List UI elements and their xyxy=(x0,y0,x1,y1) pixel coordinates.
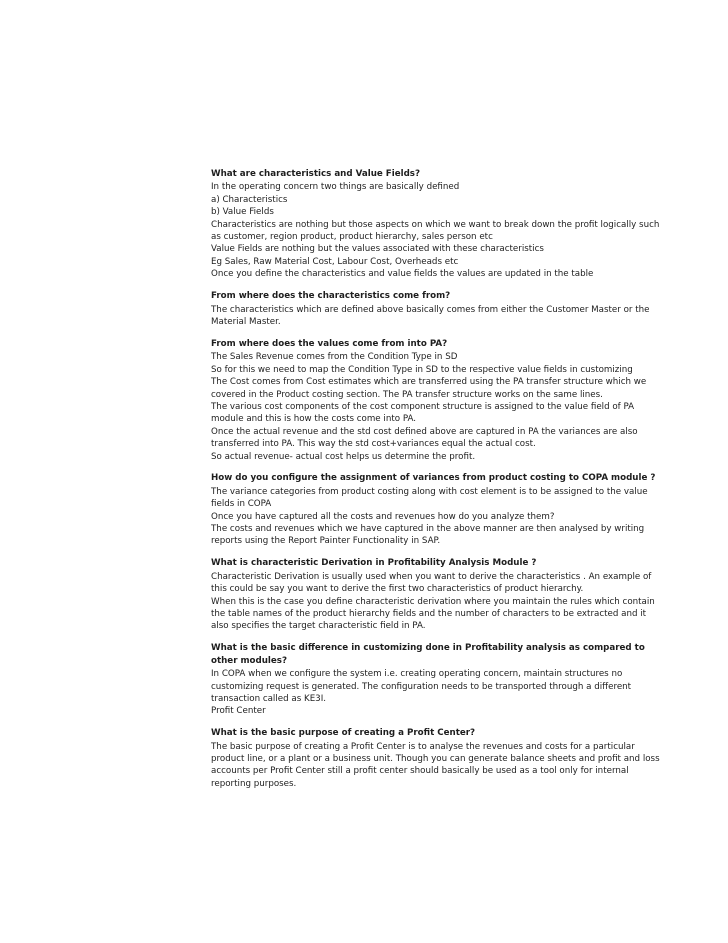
answer-text: Characteristics are nothing but those aspects on which we want to break down the profit logically such as customer, region product, product hierarchy, sales person etc xyxy=(211,219,660,243)
answer-text: The Cost comes from Cost estimates which are transferred using the PA transfer structure which we covered in the Product costing section. The PA transfer structure works on the same lines. xyxy=(211,377,647,400)
answer-text: Once you define the characteristics and value fields the values are updated in the table xyxy=(211,269,594,280)
question-heading: How do you configure the assignment of variances from product costing to COPA module ? xyxy=(211,473,656,484)
qa-section xyxy=(211,338,661,463)
answer-text: Value Fields are nothing but the values associated with these characteristics xyxy=(211,244,544,255)
question-heading: What is characteristic Derivation in Profitability Analysis Module ? xyxy=(211,558,537,569)
question-heading: From where does the values come from into PA? xyxy=(211,338,448,349)
answer-text: The costs and revenues which we have captured in the above manner are then analysed by writing reports using the Report Painter Functionality in SAP. xyxy=(211,524,645,547)
qa-section xyxy=(211,727,661,790)
answer-text: In COPA when we configure the system i.e. creating operating concern, maintain structures no customizing request is generated. The configuration needs to be transported through a different transaction called as KE3I. xyxy=(211,669,632,704)
answer-text: The characteristics which are defined above basically comes from either the Customer Master or the Material Master. xyxy=(211,304,650,327)
answer-text: Once you have captured all the costs and revenues how do you analyze them? xyxy=(211,511,555,522)
answer-text: Profit Center xyxy=(211,706,266,717)
question-heading: What are characteristics and Value Fields? xyxy=(211,169,421,179)
qa-section xyxy=(211,472,661,547)
question-heading: What is the basic purpose of creating a Profit Center? xyxy=(211,728,476,739)
answer-text: The variance categories from product costing along with cost element is to be assigned to the value fields in COPA xyxy=(211,486,648,510)
answer-text: Eg Sales, Raw Material Cost, Labour Cost, Overheads etc xyxy=(211,256,459,267)
question-heading: What is the basic difference in customizing done in Profitability analysis as compared to other modules? xyxy=(211,643,645,666)
answer-text: b) Value Fields xyxy=(211,207,274,218)
qa-section xyxy=(211,557,661,632)
answer-text: Characteristic Derivation is usually used when you want to derive the characteristics . An example of this could be say you want to derive the first two characteristics of product hierarchy. xyxy=(211,571,652,595)
qa-section xyxy=(211,168,661,281)
answer-text: The various cost components of the cost component structure is assigned to the value field of PA module and this is how the costs come into PA. xyxy=(211,401,635,425)
question-heading: From where does the characteristics come from? xyxy=(211,291,451,302)
answer-text: So for this we need to map the Condition Type in SD to the respective value fields in customizing xyxy=(211,364,633,375)
answer-text: a) Characteristics xyxy=(211,194,288,205)
answer-text: The Sales Revenue comes from the Condition Type in SD xyxy=(211,352,458,363)
qa-section xyxy=(211,642,661,717)
answer-text: So actual revenue- actual cost helps us determine the profit. xyxy=(211,451,476,462)
answer-text: When this is the case you define characteristic derivation where you maintain the rules which contain the table names of the product hierarchy fields and the number of characters to be extracted and it also specifies the target characteristic field in PA. xyxy=(211,596,655,632)
answer-text: Once the actual revenue and the std cost defined above are captured in PA the variances are also transferred into PA. This way the std cost+variances equal the actual cost. xyxy=(211,426,638,450)
answer-text: The basic purpose of creating a Profit Center is to analyse the revenues and costs for a particular product line, or a plant or a business unit. Though you can generate balance sheets and profit and loss accounts per Profit Center still a profit center should basically be used as a tool only for internal reporting purposes. xyxy=(211,741,660,789)
answer-text: In the operating concern two things are basically defined xyxy=(211,182,460,193)
document-body xyxy=(211,168,661,800)
qa-section xyxy=(211,290,661,328)
